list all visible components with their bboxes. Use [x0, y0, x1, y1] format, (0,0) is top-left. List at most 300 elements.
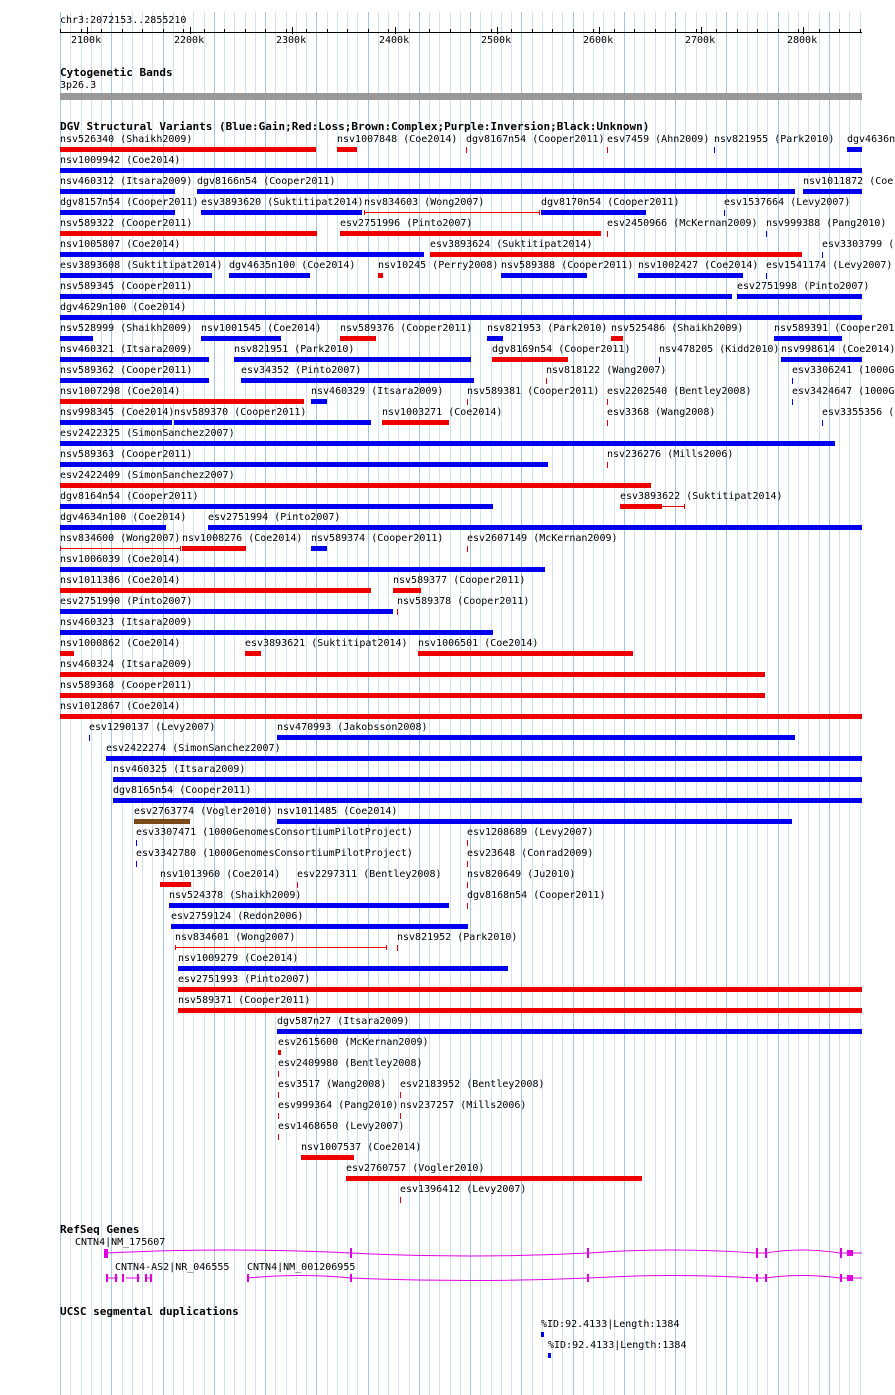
- variant-label[interactable]: nsv589388 (Cooper2011): [501, 260, 634, 271]
- variant-feature[interactable]: [113, 777, 862, 782]
- variant-label[interactable]: nsv1008276 (Coe2014): [182, 533, 303, 544]
- variant-label[interactable]: nsv10245 (Perry2008): [378, 260, 499, 271]
- ruler-minor-tick: [142, 29, 143, 33]
- variant-feature[interactable]: [241, 378, 474, 383]
- ruler-minor-tick: [798, 29, 799, 33]
- variant-label[interactable]: dgv8167n54 (Cooper2011): [466, 134, 605, 145]
- variant-label[interactable]: dgv8170n54 (Cooper2011): [541, 197, 680, 208]
- variant-label[interactable]: nsv589370 (Cooper2011): [174, 407, 307, 418]
- ruler-minor-tick: [265, 29, 266, 33]
- variant-label[interactable]: esv1468650 (Levy2007): [278, 1121, 405, 1132]
- variant-label[interactable]: nsv470993 (Jakobsson2008): [277, 722, 428, 733]
- variant-feature[interactable]: [277, 735, 795, 740]
- variant-feature[interactable]: [89, 735, 90, 741]
- variant-feature[interactable]: [311, 399, 327, 404]
- variant-label[interactable]: nsv1011386 (Coe2014): [60, 575, 181, 586]
- variant-feature[interactable]: [197, 189, 795, 194]
- variant-label[interactable]: esv3307471 (1000GenomesConsortiumPilotProject): [136, 827, 413, 838]
- ruler-minor-tick: [716, 29, 717, 33]
- variant-label[interactable]: nsv526340 (Shaikh2009): [60, 134, 193, 145]
- variant-label[interactable]: esv2751993 (Pinto2007): [178, 974, 311, 985]
- variant-endcap: [364, 210, 365, 215]
- segdup-label[interactable]: %ID:92.4133|Length:1384: [541, 1319, 680, 1330]
- variant-feature[interactable]: [546, 378, 547, 384]
- variant-feature[interactable]: [60, 651, 74, 656]
- segdup-feature[interactable]: [548, 1353, 551, 1358]
- variant-feature[interactable]: [541, 210, 646, 215]
- ruler-minor-tick: [286, 29, 287, 33]
- variant-feature[interactable]: [467, 546, 468, 552]
- gene-exon: [587, 1248, 589, 1258]
- variant-label[interactable]: nsv1011485 (Coe2014): [277, 806, 398, 817]
- variant-feature[interactable]: [659, 357, 660, 363]
- ruler-minor-tick: [552, 29, 553, 33]
- ruler-minor-tick: [634, 29, 635, 33]
- variant-label[interactable]: esv3306241 (1000G: [792, 365, 895, 376]
- variant-label[interactable]: dgv8164n54 (Cooper2011): [60, 491, 199, 502]
- ruler-minor-tick: [429, 29, 430, 33]
- ruler-tick-label: 2600k: [583, 35, 614, 46]
- variant-feature[interactable]: [277, 1029, 862, 1034]
- gene-exon: [106, 1274, 108, 1282]
- variant-endcap: [175, 945, 176, 950]
- variant-label[interactable]: esv2607149 (McKernan2009): [467, 533, 618, 544]
- variant-label[interactable]: nsv821952 (Park2010): [397, 932, 518, 943]
- ruler-minor-tick: [163, 29, 164, 33]
- gene-exon: [765, 1248, 767, 1258]
- variant-feature[interactable]: [607, 420, 608, 426]
- variant-feature[interactable]: [245, 651, 261, 656]
- variant-feature[interactable]: [160, 882, 191, 887]
- variant-label[interactable]: nsv237257 (Mills2006): [400, 1100, 527, 1111]
- variant-label[interactable]: esv2183952 (Bentley2008): [400, 1079, 545, 1090]
- ruler-minor-tick: [306, 29, 307, 33]
- variant-feature[interactable]: [60, 231, 317, 236]
- variant-label[interactable]: nsv589378 (Cooper2011): [397, 596, 530, 607]
- variant-feature[interactable]: [724, 210, 725, 216]
- ruler-minor-tick: [122, 29, 123, 33]
- variant-label[interactable]: nsv478205 (Kidd2010): [659, 344, 780, 355]
- variant-label[interactable]: esv2422409 (SimonSanchez2007): [60, 470, 235, 481]
- variant-feature[interactable]: [60, 548, 180, 549]
- ruler-minor-tick: [245, 29, 246, 33]
- variant-feature[interactable]: [792, 399, 793, 405]
- variant-feature[interactable]: [607, 231, 608, 237]
- gene-exon: [765, 1274, 767, 1282]
- ruler-minor-tick: [470, 29, 471, 33]
- variant-feature[interactable]: [620, 504, 662, 509]
- variant-label[interactable]: dgv8165n54 (Cooper2011): [113, 785, 252, 796]
- variant-label[interactable]: esv2759124 (Redon2006): [171, 911, 304, 922]
- variant-feature[interactable]: [106, 756, 862, 761]
- variant-label[interactable]: nsv834601 (Wong2007): [175, 932, 296, 943]
- variant-feature[interactable]: [467, 882, 468, 888]
- gene-exon: [756, 1248, 758, 1258]
- variant-label[interactable]: nsv834600 (Wong2007): [60, 533, 181, 544]
- gene-exon: [137, 1274, 139, 1282]
- variant-feature[interactable]: [397, 609, 398, 615]
- variant-feature[interactable]: [60, 273, 212, 278]
- variant-feature[interactable]: [60, 609, 393, 614]
- variant-feature[interactable]: [60, 693, 765, 698]
- variant-label[interactable]: nsv236276 (Mills2006): [607, 449, 734, 460]
- variant-feature[interactable]: [278, 1071, 279, 1077]
- gene-label[interactable]: CNTN4-AS2|NR_046555: [115, 1262, 230, 1273]
- variant-label[interactable]: nsv1006039 (Coe2014): [60, 554, 181, 565]
- segdup-track-title: UCSC segmental duplications: [60, 1305, 239, 1318]
- variant-feature[interactable]: [60, 147, 316, 152]
- gene-exon: [104, 1249, 108, 1258]
- variant-label[interactable]: esv3893620 (Suktitipat2014): [201, 197, 364, 208]
- variant-feature[interactable]: [169, 903, 449, 908]
- variant-feature[interactable]: [60, 168, 862, 173]
- variant-feature[interactable]: [781, 357, 862, 362]
- ruler-minor-tick: [819, 29, 820, 33]
- ruler-minor-tick: [573, 29, 574, 33]
- variant-feature[interactable]: [766, 273, 767, 279]
- variant-feature[interactable]: [178, 987, 862, 992]
- cytoband-track-title: Cytogenetic Bands: [60, 66, 173, 79]
- variant-feature[interactable]: [60, 420, 172, 425]
- variant-feature[interactable]: [611, 336, 623, 341]
- variant-label[interactable]: esv2202540 (Bentley2008): [607, 386, 752, 397]
- variant-label[interactable]: nsv460312 (Itsara2009): [60, 176, 193, 187]
- variant-feature[interactable]: [847, 147, 862, 152]
- variant-feature[interactable]: [60, 504, 493, 509]
- variant-label[interactable]: nsv528999 (Shaikh2009): [60, 323, 193, 334]
- variant-endcap: [60, 546, 61, 551]
- variant-feature[interactable]: [467, 840, 468, 846]
- variant-label[interactable]: nsv589362 (Cooper2011): [60, 365, 193, 376]
- variant-label[interactable]: esv2751990 (Pinto2007): [60, 596, 193, 607]
- variant-label[interactable]: nsv1007537 (Coe2014): [301, 1142, 422, 1153]
- variant-label[interactable]: nsv589377 (Cooper2011): [393, 575, 526, 586]
- variant-label[interactable]: esv3342780 (1000GenomesConsortiumPilotProject): [136, 848, 413, 859]
- gene-exon: [587, 1274, 589, 1282]
- variant-feature[interactable]: [737, 294, 862, 299]
- variant-label[interactable]: esv2760757 (Vogler2010): [346, 1163, 485, 1174]
- variant-feature[interactable]: [364, 212, 539, 213]
- variant-feature[interactable]: [492, 357, 568, 362]
- variant-feature[interactable]: [400, 1092, 401, 1098]
- variant-feature[interactable]: [607, 399, 608, 405]
- variant-feature[interactable]: [822, 420, 823, 426]
- variant-feature[interactable]: [638, 273, 743, 278]
- variant-label[interactable]: esv34352 (Pinto2007): [241, 365, 362, 376]
- variant-feature[interactable]: [397, 945, 398, 951]
- segdup-feature[interactable]: [541, 1332, 544, 1337]
- variant-feature[interactable]: [60, 189, 175, 194]
- variant-feature[interactable]: [822, 252, 823, 258]
- variant-feature[interactable]: [774, 336, 842, 341]
- variant-feature[interactable]: [393, 588, 421, 593]
- variant-label[interactable]: nsv1011872 (Coe: [803, 176, 894, 187]
- variant-feature[interactable]: [60, 378, 209, 383]
- variant-label[interactable]: esv2422325 (SimonSanchez2007): [60, 428, 235, 439]
- variant-feature[interactable]: [346, 1176, 642, 1181]
- ruler-minor-tick: [60, 29, 61, 33]
- variant-feature[interactable]: [277, 819, 792, 824]
- variant-label[interactable]: esv2763774 (Vogler2010): [134, 806, 273, 817]
- variant-feature[interactable]: [466, 147, 467, 153]
- variant-label[interactable]: esv1208689 (Levy2007): [467, 827, 594, 838]
- variant-feature[interactable]: [60, 525, 166, 530]
- variant-feature[interactable]: [60, 399, 304, 404]
- variant-feature[interactable]: [278, 1134, 279, 1140]
- variant-feature[interactable]: [60, 567, 545, 572]
- variant-label[interactable]: nsv589391 (Cooper201: [774, 323, 895, 334]
- variant-feature[interactable]: [278, 1050, 281, 1055]
- variant-endcap: [539, 210, 540, 215]
- ruler-minor-tick: [368, 29, 369, 33]
- ruler-tick-label: 2400k: [379, 35, 410, 46]
- variant-label[interactable]: esv3893621 (Suktitipat2014): [245, 638, 408, 649]
- ruler-line: [60, 32, 862, 33]
- variant-feature[interactable]: [208, 525, 862, 530]
- variant-label[interactable]: nsv460323 (Itsara2009): [60, 617, 193, 628]
- gene-exon: [247, 1274, 249, 1282]
- variant-feature[interactable]: [134, 819, 190, 824]
- ruler-minor-tick: [347, 29, 348, 33]
- variant-label[interactable]: dgv8168n54 (Cooper2011): [467, 890, 606, 901]
- variant-feature[interactable]: [60, 294, 732, 299]
- variant-label[interactable]: nsv834603 (Wong2007): [364, 197, 485, 208]
- variant-label[interactable]: nsv460325 (Itsara2009): [113, 764, 246, 775]
- region-label: chr3:2072153..2855210: [60, 15, 187, 26]
- variant-label[interactable]: nsv821953 (Park2010): [487, 323, 608, 334]
- variant-feature[interactable]: [467, 399, 468, 405]
- variant-label[interactable]: esv2297311 (Bentley2008): [297, 869, 442, 880]
- variant-label[interactable]: dgv4629n100 (Coe2014): [60, 302, 187, 313]
- ruler-minor-tick: [860, 29, 861, 33]
- variant-label[interactable]: nsv460324 (Itsara2009): [60, 659, 193, 670]
- variant-feature[interactable]: [337, 147, 357, 152]
- variant-label[interactable]: nsv998345 (Coe2014): [60, 407, 175, 418]
- ruler-minor-tick: [532, 29, 533, 33]
- ruler-tick: [190, 27, 191, 34]
- variant-label[interactable]: esv2615600 (McKernan2009): [278, 1037, 429, 1048]
- gene-exon: [145, 1274, 147, 1282]
- ruler-minor-tick: [593, 29, 594, 33]
- variant-feature[interactable]: [400, 1197, 401, 1203]
- variant-label[interactable]: nsv589345 (Cooper2011): [60, 281, 193, 292]
- ruler-minor-tick: [675, 29, 676, 33]
- segdup-label[interactable]: %ID:92.4133|Length:1384: [548, 1340, 687, 1351]
- variant-label[interactable]: dgv8157n54 (Cooper2011): [60, 197, 199, 208]
- gene-exon: [847, 1275, 853, 1281]
- variant-endcap: [180, 546, 181, 551]
- variant-label[interactable]: nsv1009279 (Coe2014): [178, 953, 299, 964]
- variant-feature[interactable]: [467, 861, 468, 867]
- variant-label[interactable]: esv2751996 (Pinto2007): [340, 218, 473, 229]
- gene-intron: [248, 1276, 862, 1281]
- variant-feature[interactable]: [418, 651, 633, 656]
- variant-feature[interactable]: [178, 1008, 862, 1013]
- variant-label[interactable]: nsv589322 (Cooper2011): [60, 218, 193, 229]
- ruler-tick-label: 2800k: [787, 35, 818, 46]
- gene-exon: [122, 1274, 124, 1282]
- variant-label[interactable]: nsv821951 (Park2010): [234, 344, 355, 355]
- variant-label[interactable]: dgv587n27 (Itsara2009): [277, 1016, 410, 1027]
- variant-label[interactable]: nsv821955 (Park2010): [714, 134, 835, 145]
- gene-exon: [350, 1274, 352, 1282]
- variant-feature[interactable]: [174, 420, 371, 425]
- variant-feature[interactable]: [182, 546, 246, 551]
- variant-feature[interactable]: [501, 273, 587, 278]
- variant-label[interactable]: nsv525486 (Shaikh2009): [611, 323, 744, 334]
- variant-label[interactable]: nsv1007848 (Coe2014): [337, 134, 458, 145]
- variant-label[interactable]: dgv4636n: [847, 134, 895, 145]
- ruler-minor-tick: [409, 29, 410, 33]
- ruler-tick: [497, 27, 498, 34]
- variant-feature[interactable]: [60, 210, 175, 215]
- gene-label[interactable]: CNTN4|NM_001206955: [247, 1262, 356, 1273]
- ruler-tick: [803, 27, 804, 34]
- variant-label[interactable]: esv2422274 (SimonSanchez2007): [106, 743, 281, 754]
- variant-feature[interactable]: [301, 1155, 354, 1160]
- variant-label[interactable]: nsv460329 (Itsara2009): [311, 386, 444, 397]
- variant-feature[interactable]: [178, 966, 508, 971]
- gene-exon: [756, 1274, 758, 1282]
- variant-label[interactable]: esv3355356 (: [822, 407, 895, 418]
- variant-label[interactable]: esv3517 (Wang2008): [278, 1079, 387, 1090]
- variant-label[interactable]: nsv589376 (Cooper2011): [340, 323, 473, 334]
- variant-label[interactable]: nsv460321 (Itsara2009): [60, 344, 193, 355]
- variant-label[interactable]: nsv1007298 (Coe2014): [60, 386, 181, 397]
- variant-feature[interactable]: [60, 588, 371, 593]
- variant-label[interactable]: nsv1002427 (Coe2014): [638, 260, 759, 271]
- variant-feature[interactable]: [340, 231, 601, 236]
- gene-exon: [115, 1274, 117, 1282]
- variant-label[interactable]: esv2409980 (Bentley2008): [278, 1058, 423, 1069]
- ruler-minor-tick: [511, 29, 512, 33]
- variant-label[interactable]: nsv1009942 (Coe2014): [60, 155, 181, 166]
- variant-feature[interactable]: [382, 420, 449, 425]
- variant-feature[interactable]: [234, 357, 471, 362]
- dgv-track-title: DGV Structural Variants (Blue:Gain;Red:Loss;Brown:Complex;Purple:Inversion;Black:Unknown): [60, 120, 650, 133]
- variant-label[interactable]: esv2450966 (McKernan2009): [607, 218, 758, 229]
- variant-label[interactable]: nsv1000862 (Coe2014): [60, 638, 181, 649]
- variant-label[interactable]: esv1541174 (Levy2007): [766, 260, 893, 271]
- variant-feature[interactable]: [60, 672, 765, 677]
- variant-label[interactable]: esv1537664 (Levy2007): [724, 197, 851, 208]
- variant-label[interactable]: esv3893624 (Suktitipat2014): [430, 239, 593, 250]
- cytoband-bar[interactable]: [60, 93, 862, 100]
- ruler-tick: [395, 27, 396, 34]
- variant-feature[interactable]: [60, 483, 651, 488]
- variant-feature[interactable]: [171, 924, 468, 929]
- variant-label[interactable]: nsv818122 (Wang2007): [546, 365, 667, 376]
- variant-feature[interactable]: [60, 714, 862, 719]
- variant-label[interactable]: nsv589363 (Cooper2011): [60, 449, 193, 460]
- variant-label[interactable]: nsv1003271 (Coe2014): [382, 407, 503, 418]
- variant-label[interactable]: esv3424647 (1000G: [792, 386, 895, 397]
- variant-label[interactable]: dgv8169n54 (Cooper2011): [492, 344, 631, 355]
- variant-feature[interactable]: [201, 210, 362, 215]
- variant-label[interactable]: esv7459 (Ahn2009): [607, 134, 710, 145]
- variant-label[interactable]: esv2751994 (Pinto2007): [208, 512, 341, 523]
- variant-label[interactable]: esv3303799 (: [822, 239, 895, 250]
- variant-feature[interactable]: [136, 840, 137, 846]
- variant-label[interactable]: esv1396412 (Levy2007): [400, 1184, 527, 1195]
- ruler-minor-tick: [655, 29, 656, 33]
- variant-label[interactable]: dgv8166n54 (Cooper2011): [197, 176, 336, 187]
- variant-label[interactable]: nsv1001545 (Coe2014): [201, 323, 322, 334]
- gene-models[interactable]: [0, 1245, 890, 1285]
- variant-label[interactable]: esv2751998 (Pinto2007): [737, 281, 870, 292]
- variant-feature[interactable]: [278, 1113, 279, 1119]
- variant-feature[interactable]: [766, 231, 767, 237]
- variant-label[interactable]: nsv1005807 (Coe2014): [60, 239, 181, 250]
- ruler-tick-label: 2700k: [685, 35, 716, 46]
- variant-feature[interactable]: [378, 273, 383, 278]
- variant-label[interactable]: nsv589381 (Cooper2011): [467, 386, 600, 397]
- gene-label[interactable]: CNTN4|NM_175607: [75, 1237, 166, 1248]
- variant-feature[interactable]: [467, 903, 468, 909]
- variant-label[interactable]: esv999364 (Pang2010): [278, 1100, 399, 1111]
- variant-feature[interactable]: [136, 861, 137, 867]
- ruler-tick: [87, 27, 88, 34]
- gene-intron: [106, 1250, 862, 1256]
- variant-feature[interactable]: [714, 147, 715, 153]
- variant-feature[interactable]: [792, 378, 793, 384]
- variant-label[interactable]: nsv1012867 (Coe2014): [60, 701, 181, 712]
- variant-label[interactable]: nsv589371 (Cooper2011): [178, 995, 311, 1006]
- variant-feature[interactable]: [60, 357, 209, 362]
- variant-label[interactable]: dgv4635n100 (Coe2014): [229, 260, 356, 271]
- variant-feature[interactable]: [60, 315, 862, 320]
- variant-feature[interactable]: [278, 1092, 279, 1098]
- variant-feature[interactable]: [175, 947, 386, 948]
- variant-label[interactable]: dgv4634n100 (Coe2014): [60, 512, 187, 523]
- variant-label[interactable]: esv1290137 (Levy2007): [89, 722, 216, 733]
- ruler-minor-tick: [327, 29, 328, 33]
- variant-feature[interactable]: [60, 336, 93, 341]
- variant-feature[interactable]: [60, 252, 424, 257]
- variant-feature[interactable]: [430, 252, 802, 257]
- variant-feature[interactable]: [60, 630, 493, 635]
- ruler-minor-tick: [757, 29, 758, 33]
- variant-label[interactable]: nsv999388 (Pang2010): [766, 218, 887, 229]
- variant-label[interactable]: nsv589374 (Cooper2011): [311, 533, 444, 544]
- variant-label[interactable]: esv3893608 (Suktitipat2014): [60, 260, 223, 271]
- variant-label[interactable]: nsv1013960 (Coe2014): [160, 869, 281, 880]
- ruler-tick: [599, 27, 600, 34]
- variant-feature[interactable]: [487, 336, 503, 341]
- variant-label[interactable]: esv3893622 (Suktitipat2014): [620, 491, 783, 502]
- variant-label[interactable]: esv3368 (Wang2008): [607, 407, 716, 418]
- variant-feature[interactable]: [297, 882, 298, 888]
- variant-feature[interactable]: [60, 441, 835, 446]
- variant-label[interactable]: nsv1006501 (Coe2014): [418, 638, 539, 649]
- cytoband-label: 3p26.3: [60, 80, 97, 91]
- variant-label[interactable]: nsv524378 (Shaikh2009): [169, 890, 302, 901]
- variant-label[interactable]: nsv589368 (Cooper2011): [60, 680, 193, 691]
- variant-feature[interactable]: [607, 462, 608, 468]
- variant-feature[interactable]: [400, 1113, 401, 1119]
- variant-label[interactable]: esv23648 (Conrad2009): [467, 848, 594, 859]
- variant-feature[interactable]: [803, 189, 862, 194]
- variant-feature[interactable]: [60, 462, 548, 467]
- variant-feature[interactable]: [229, 273, 310, 278]
- variant-feature[interactable]: [311, 546, 327, 551]
- variant-feature[interactable]: [607, 147, 608, 153]
- variant-label[interactable]: nsv998614 (Coe2014): [781, 344, 895, 355]
- variant-feature[interactable]: [113, 798, 862, 803]
- variant-label[interactable]: nsv820649 (Ju2010): [467, 869, 576, 880]
- variant-feature[interactable]: [340, 336, 376, 341]
- variant-feature[interactable]: [201, 336, 281, 341]
